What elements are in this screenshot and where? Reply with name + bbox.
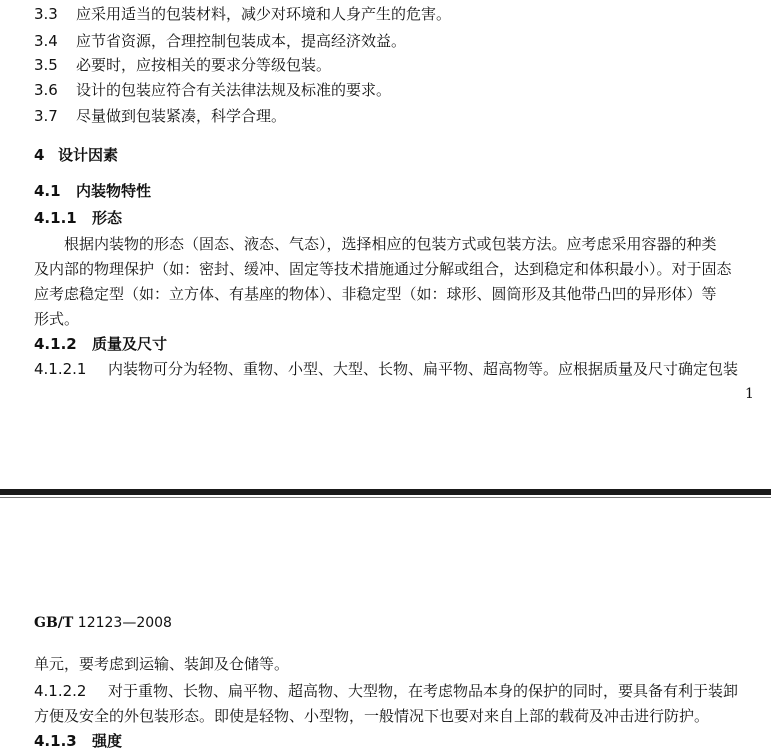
section-number: 4.1.2 bbox=[34, 335, 77, 353]
standard-number: 12123—2008 bbox=[77, 615, 172, 631]
clause-3-5 bbox=[34, 55, 331, 75]
paragraph-line-2: 及内部的物理保护（如：密封、缓冲、固定等技术措施通过分解或组合，达到稳定和体积最小）。对于固态 bbox=[34, 260, 732, 278]
clause-4-1-2-2 bbox=[34, 681, 738, 701]
section-title: 内装物特性 bbox=[76, 182, 152, 200]
clause-number: 4.1.2.1 bbox=[34, 360, 87, 378]
clause-4-1-2-1 bbox=[34, 359, 738, 379]
section-4-1-2-heading bbox=[34, 334, 167, 354]
paragraph-line-4: 形式。 bbox=[34, 310, 80, 328]
clause-number: 3.5 bbox=[34, 56, 58, 74]
continuation-line: 单元，要考虑到运输、装卸及仓储等。 bbox=[34, 655, 290, 673]
section-4-1-1-heading bbox=[34, 208, 122, 228]
clause-number: 3.6 bbox=[34, 81, 58, 99]
standard-code bbox=[34, 614, 172, 632]
clause-text: 应节省资源，合理控制包装成本，提高经济效益。 bbox=[76, 32, 407, 50]
section-title: 强度 bbox=[92, 732, 123, 750]
clause-3-7 bbox=[34, 106, 286, 126]
clause-3-4 bbox=[34, 31, 406, 51]
section-number: 4.1 bbox=[34, 182, 61, 200]
section-title: 设计因素 bbox=[58, 146, 119, 164]
section-title: 形态 bbox=[92, 209, 123, 227]
section-number: 4.1.1 bbox=[34, 209, 77, 227]
page-number: 1 bbox=[745, 386, 754, 402]
clause-number: 4.1.2.2 bbox=[34, 682, 87, 700]
section-4-heading bbox=[34, 145, 118, 165]
section-title: 质量及尺寸 bbox=[92, 335, 168, 353]
clause-number: 3.4 bbox=[34, 32, 58, 50]
clause-3-3 bbox=[34, 4, 451, 24]
section-4-1-heading bbox=[34, 181, 151, 201]
section-number: 4.1.3 bbox=[34, 732, 77, 750]
clause-text: 必要时，应按相关的要求分等级包装。 bbox=[76, 56, 332, 74]
paragraph-line-3: 应考虑稳定型（如：立方体、有基座的物体）、非稳定型（如：球形、圆筒形及其他带凸凹的异形体）等 bbox=[34, 285, 717, 303]
standard-prefix: GB/T bbox=[34, 615, 74, 631]
page-break-shadow bbox=[0, 497, 771, 498]
clause-text: 尽量做到包装紧凑，科学合理。 bbox=[76, 107, 287, 125]
clause-text: 设计的包装应符合有关法律法规及标准的要求。 bbox=[76, 81, 392, 99]
clause-text: 应采用适当的包装材料，减少对环境和人身产生的危害。 bbox=[76, 5, 452, 23]
clause-text: 内装物可分为轻物、重物、小型、大型、长物、扁平物、超高物等。应根据质量及尺寸确定包装 bbox=[108, 360, 739, 378]
clause-4-1-2-2-line-2: 方便及安全的外包装形态。即使是轻物、小型物，一般情况下也要对来自上部的载荷及冲击进行防护。 bbox=[34, 707, 710, 725]
clause-text: 对于重物、长物、扁平物、超高物、大型物，在考虑物品本身的保护的同时，要具备有利于装卸 bbox=[108, 682, 739, 700]
clause-number: 3.7 bbox=[34, 107, 58, 125]
paragraph-line-1: 根据内装物的形态（固态、液态、气态），选择相应的包装方式或包装方法。应考虑采用容器的种类 bbox=[64, 235, 717, 253]
section-number: 4 bbox=[34, 146, 45, 164]
section-4-1-3-heading bbox=[34, 731, 122, 751]
page-break-divider bbox=[0, 489, 771, 495]
clause-number: 3.3 bbox=[34, 5, 58, 23]
clause-3-6 bbox=[34, 80, 391, 100]
